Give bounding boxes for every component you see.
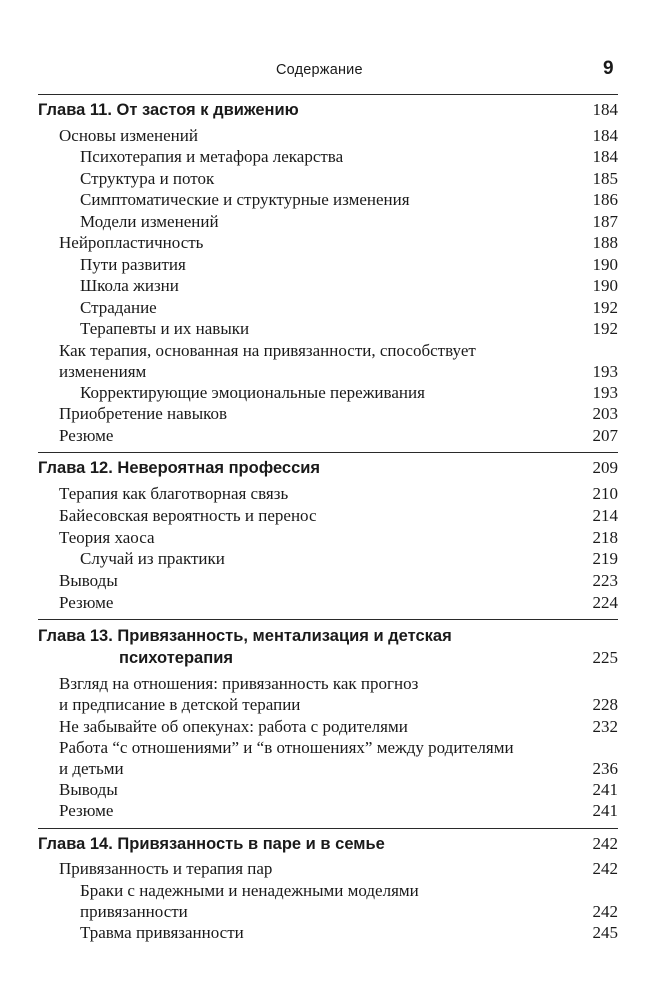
toc-subsection [0,275,669,297]
running-head [0,60,669,84]
toc-entry-title: Байесовская вероятность и перенос [59,506,317,525]
toc-entry-title: Глава 14. Привязанность в паре и в семье [38,835,385,853]
toc-entry-page: 242 [592,834,618,853]
toc-entry-page: 207 [592,426,618,445]
toc-entry-title: Браки с надежными и ненадежными моделями [80,881,419,900]
toc-entry-title: Теория хаоса [59,528,155,547]
toc-entry-title: Нейропластичность [59,233,204,252]
toc-subsection [0,382,669,404]
toc-section-continuation [0,758,669,780]
toc-entry-title: изменениям [59,362,147,381]
toc-entry-page: 232 [592,717,618,736]
toc-entry-title: Глава 13. Привязанность, ментализация и детская [38,627,452,645]
toc-section [0,737,669,759]
toc-entry-page: 236 [592,759,618,778]
chapter-divider [38,452,618,453]
toc-entry-title: Как терапия, основанная на привязанности, способствует [59,341,476,360]
toc-entry-title: привязанности [80,902,188,921]
toc-entry-title: Глава 11. От застоя к движению [38,101,299,119]
toc-entry-title: Резюме [59,593,114,612]
toc-entry-page: 184 [592,147,618,166]
toc-entry-title: Травма привязанности [80,923,244,942]
toc-entry-page: 190 [592,255,618,274]
toc-entry-title: и предписание в детской терапии [59,695,301,714]
toc-entry-page: 188 [592,233,618,252]
toc-section [0,505,669,527]
toc-entry-title: Глава 12. Невероятная профессия [38,459,321,477]
page-number: 9 [603,58,614,79]
toc-entry-page: 228 [592,695,618,714]
toc-subsection [0,189,669,211]
toc-chapter-heading [0,457,669,479]
toc-entry-page: 185 [592,169,618,188]
toc-subsection [0,146,669,168]
toc-entry-page: 241 [592,801,618,820]
toc-entry-title: Основы изменений [59,126,198,145]
toc-section [0,716,669,738]
toc-entry-title: психотерапия [119,649,233,667]
toc-section [0,340,669,362]
toc-entry-page: 193 [592,362,618,381]
toc-chapter-heading [0,833,669,855]
toc-section [0,527,669,549]
toc-entry-title: Корректирующие эмоциональные переживания [80,383,425,402]
toc-chapter-heading [0,99,669,121]
toc-entry-title: Не забывайте об опекунах: работа с родителями [59,717,408,736]
toc-entry-page: 218 [592,528,618,547]
toc-entry-page: 219 [592,549,618,568]
toc-entry-page: 225 [592,648,618,667]
toc-entry-title: Работа “с отношениями” и “в отношениях” между родителями [59,738,514,757]
toc-section [0,425,669,447]
toc-entry-page: 190 [592,276,618,295]
toc-section [0,483,669,505]
toc-entry-page: 192 [592,319,618,338]
chapter-divider [38,619,618,620]
toc-entry-page: 210 [592,484,618,503]
toc-subsection-continuation [0,901,669,923]
toc-entry-title: Приобретение навыков [59,404,228,423]
toc-entry-title: Симптоматические и структурные изменения [80,190,410,209]
toc-entry-page: 224 [592,593,618,612]
chapter-divider [38,828,618,829]
toc-section [0,570,669,592]
toc-entry-page: 241 [592,780,618,799]
toc-subsection [0,548,669,570]
toc-section-continuation [0,694,669,716]
toc-section [0,779,669,801]
toc-entry-page: 223 [592,571,618,590]
toc-entry-page: 187 [592,212,618,231]
chapter-divider [38,94,618,95]
toc-entry-title: Терапия как благотворная связь [59,484,289,503]
toc-section [0,232,669,254]
toc-entry-page: 209 [592,458,618,477]
toc-entry-title: Пути развития [80,255,186,274]
toc-section [0,800,669,822]
toc-entry-page: 186 [592,190,618,209]
toc-subsection [0,211,669,233]
toc-entry-title: Структура и поток [80,169,215,188]
toc-entry-title: Резюме [59,426,114,445]
toc-entry-title: Модели изменений [80,212,219,231]
toc-entry-title: Случай из практики [80,549,225,568]
toc-subsection [0,297,669,319]
toc-entry-title: и детьми [59,759,124,778]
toc-section [0,592,669,614]
toc-chapter-heading [0,625,669,647]
toc-section [0,403,669,425]
toc-section [0,125,669,147]
toc-entry-title: Терапевты и их навыки [80,319,250,338]
toc-entry-page: 193 [592,383,618,402]
toc-chapter-heading-continuation [0,647,669,669]
toc-entry-page: 184 [592,100,618,119]
toc-entry-page: 245 [592,923,618,942]
toc-entry-page: 242 [592,859,618,878]
toc-subsection [0,254,669,276]
toc-entry-title: Привязанность и терапия пар [59,859,273,878]
toc-entry-title: Резюме [59,801,114,820]
toc-subsection [0,168,669,190]
toc-subsection [0,880,669,902]
toc-entry-title: Психотерапия и метафора лекарства [80,147,344,166]
toc-entry-title: Взгляд на отношения: привязанность как прогноз [59,674,419,693]
toc-subsection [0,922,669,944]
toc-entry-page: 242 [592,902,618,921]
toc-entry-page: 203 [592,404,618,423]
toc-entry-page: 214 [592,506,618,525]
toc-subsection [0,318,669,340]
toc-section [0,858,669,880]
toc-entry-title: Выводы [59,571,118,590]
toc-entry-title: Выводы [59,780,118,799]
toc-section-continuation [0,361,669,383]
toc-entry-title: Школа жизни [80,276,179,295]
toc-entry-title: Страдание [80,298,157,317]
running-title: Содержание [276,62,363,78]
toc-entry-page: 192 [592,298,618,317]
toc-section [0,673,669,695]
toc-entry-page: 184 [592,126,618,145]
